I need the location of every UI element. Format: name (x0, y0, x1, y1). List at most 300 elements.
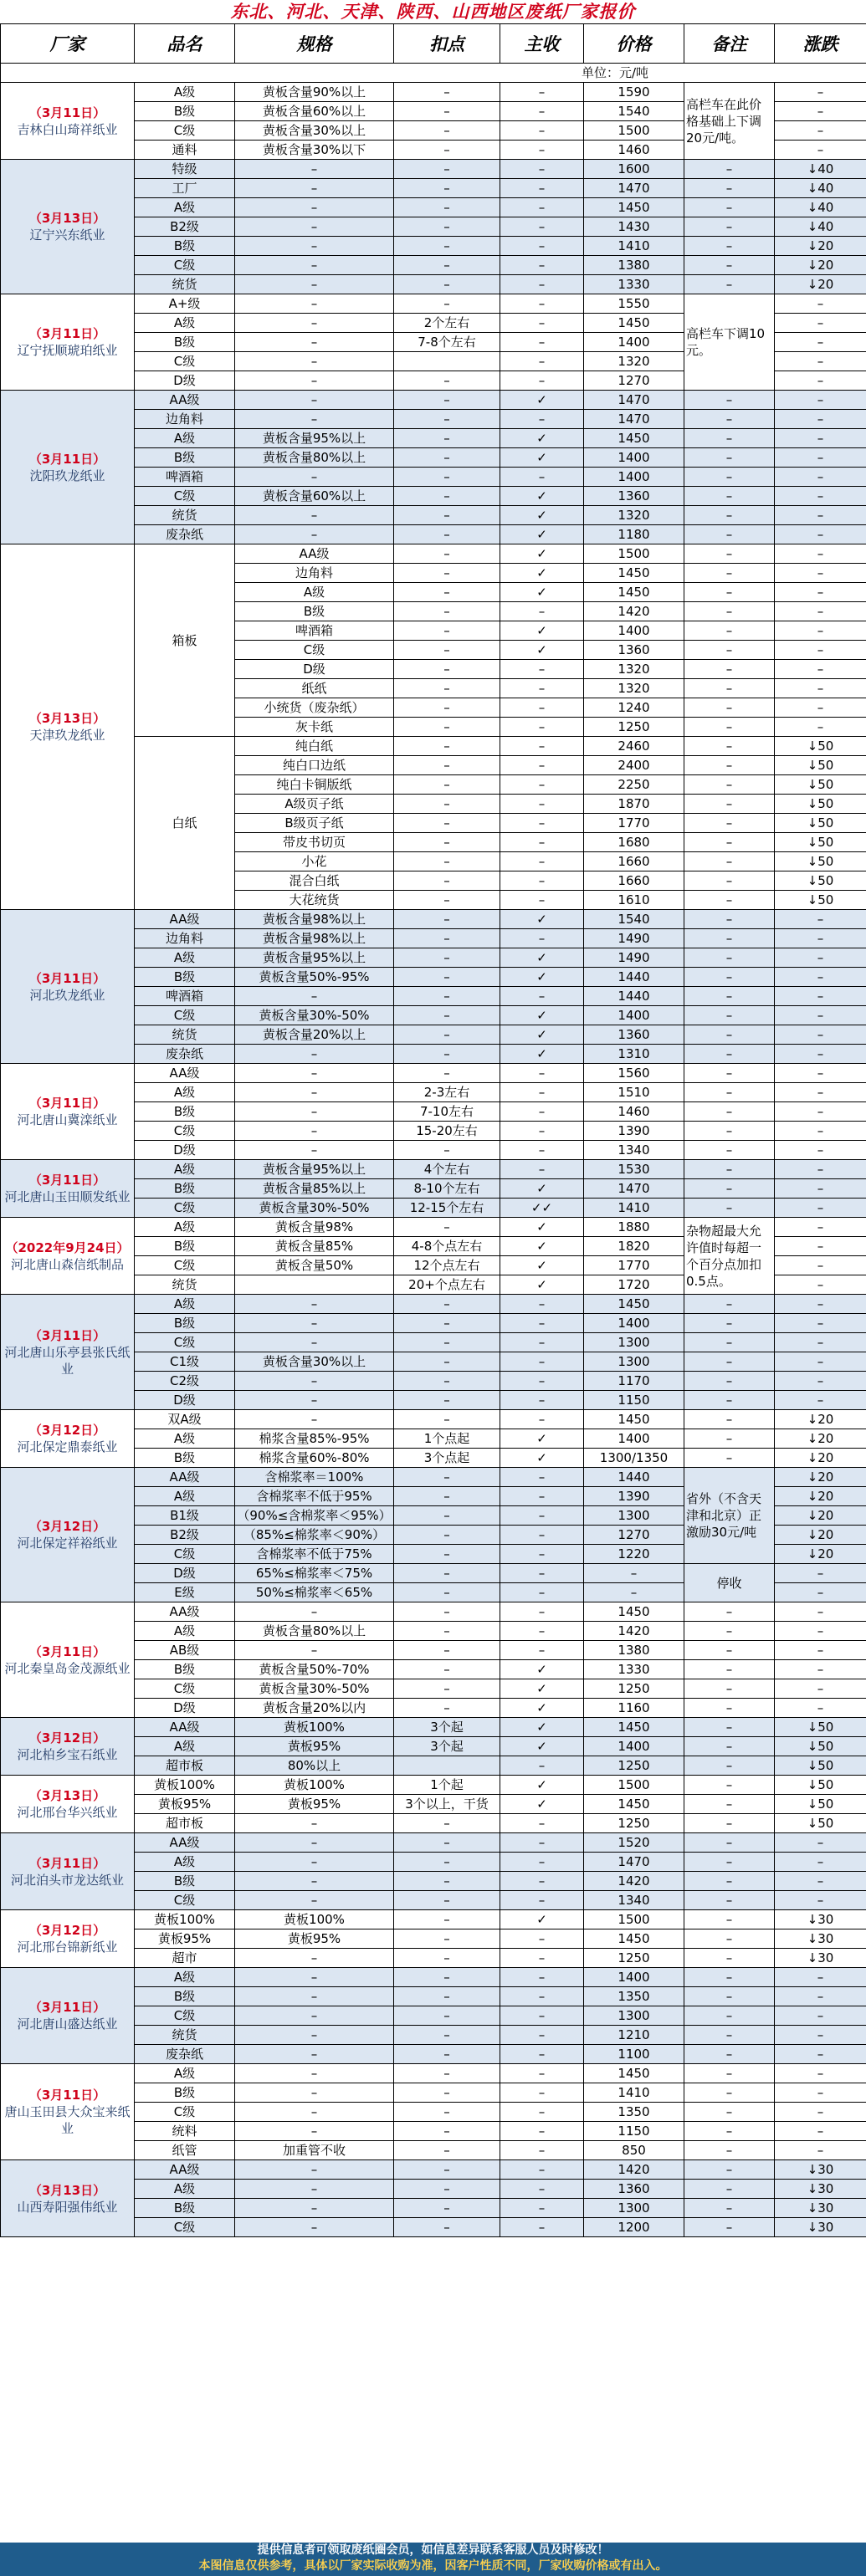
spec-cell: 黄板含量30%以上 (235, 1352, 394, 1372)
deduct-cell: – (394, 2160, 500, 2180)
change-cell: – (775, 2026, 866, 2045)
deduct-cell: – (394, 891, 500, 910)
deduct-cell: – (394, 179, 500, 198)
deduct-cell: 2个左右 (394, 314, 500, 333)
main-cell: – (500, 1641, 584, 1660)
deduct-cell: – (394, 833, 500, 852)
spec-cell: – (235, 2218, 394, 2237)
change-cell: ↓40 (775, 179, 866, 198)
note-cell: – (684, 987, 775, 1006)
deduct-cell: – (394, 641, 500, 660)
product-cell: 工厂 (135, 179, 235, 198)
deduct-cell: – (394, 795, 500, 814)
change-cell: – (775, 1968, 866, 1987)
spec-cell: 黄板含量50%-95% (235, 968, 394, 987)
factory-date: （3月11日） (28, 1327, 106, 1343)
deduct-cell: – (394, 621, 500, 641)
change-cell: ↓30 (775, 2199, 866, 2218)
spec-cell: 纯白卡铜版纸 (235, 775, 394, 795)
change-cell: – (775, 506, 866, 525)
deduct-cell: – (394, 1372, 500, 1391)
price-cell: 1450 (584, 1602, 684, 1622)
main-cell: ✓ (500, 1737, 584, 1756)
price-cell: 1540 (584, 102, 684, 121)
note-cell: – (684, 1141, 775, 1160)
change-cell: – (775, 2122, 866, 2141)
price-cell: 1470 (584, 410, 684, 429)
product-cell: C级 (135, 1333, 235, 1352)
change-cell: – (775, 2045, 866, 2064)
price-cell: 850 (584, 2141, 684, 2160)
deduct-cell: – (394, 1410, 500, 1429)
deduct-cell: – (394, 910, 500, 929)
spec-cell: （90%≤含棉浆率＜95%） (235, 1506, 394, 1526)
note-cell: – (684, 2103, 775, 2122)
deduct-cell: 3个点起 (394, 1449, 500, 1468)
product-cell: AA级 (135, 1064, 235, 1083)
note-cell: – (684, 2006, 775, 2026)
product-cell: A级 (135, 948, 235, 968)
note-cell: – (684, 1737, 775, 1756)
price-cell: 1420 (584, 1872, 684, 1891)
spec-cell: 加重管不收 (235, 2141, 394, 2160)
deduct-cell: – (394, 871, 500, 891)
product-cell: 统货 (135, 1025, 235, 1045)
main-cell: ✓ (500, 1449, 584, 1468)
factory-cell (1, 391, 135, 544)
main-cell: ✓ (500, 506, 584, 525)
price-cell: 1500 (584, 1776, 684, 1795)
factory-date: （3月11日） (28, 1096, 106, 1111)
main-cell: – (500, 1526, 584, 1545)
product-cell: C级 (135, 1679, 235, 1699)
header-change: 涨跌 (775, 24, 866, 64)
spec-cell: – (235, 468, 394, 487)
spec-cell: 黄板含量20%以上 (235, 1025, 394, 1045)
change-cell: ↓20 (775, 1449, 866, 1468)
product-cell: A级 (135, 83, 235, 102)
factory-date: （3月11日） (28, 451, 106, 467)
main-cell: – (500, 1929, 584, 1949)
note-cell: – (684, 1929, 775, 1949)
spec-cell: 纯白口边纸 (235, 756, 394, 775)
main-cell: – (500, 1352, 584, 1372)
change-cell: ↓30 (775, 2160, 866, 2180)
price-cell: 1870 (584, 795, 684, 814)
note-cell: – (684, 1391, 775, 1410)
note-cell: – (684, 410, 775, 429)
note-cell: – (684, 2064, 775, 2083)
note-cell: – (684, 775, 775, 795)
price-cell: 1720 (584, 1275, 684, 1295)
change-cell: – (775, 1833, 866, 1853)
price-cell: 1490 (584, 929, 684, 948)
price-cell: 1250 (584, 1949, 684, 1968)
price-cell: 1390 (584, 1122, 684, 1141)
factory-name: 河北唐山乐亭县张氏纸业 (4, 1344, 131, 1377)
factory-cell (1, 1468, 135, 1602)
category-cell: 箱板 (135, 544, 235, 737)
price-cell: 2250 (584, 775, 684, 795)
note-cell: – (684, 1333, 775, 1352)
product-cell: AA级 (135, 1718, 235, 1737)
spec-cell: 黄板含量95%以上 (235, 1160, 394, 1179)
deduct-cell: – (394, 1699, 500, 1718)
spec-cell: 灰卡纸 (235, 718, 394, 737)
table-row (1, 83, 866, 102)
main-cell: – (500, 468, 584, 487)
note-cell: – (684, 871, 775, 891)
spec-cell: 黄板含量50%-70% (235, 1660, 394, 1679)
change-cell: ↓20 (775, 1487, 866, 1506)
header-product: 品名 (135, 24, 235, 64)
deduct-cell: – (394, 1333, 500, 1352)
note-cell: 高栏车下调10元。 (684, 294, 775, 391)
spec-cell: – (235, 179, 394, 198)
change-cell: – (775, 1564, 866, 1583)
product-cell: 通料 (135, 141, 235, 160)
price-cell: 1430 (584, 217, 684, 237)
deduct-cell: – (394, 968, 500, 987)
deduct-cell: – (394, 544, 500, 564)
change-cell: – (775, 1891, 866, 1910)
price-cell: 1450 (584, 583, 684, 602)
note-cell: – (684, 1006, 775, 1025)
main-cell: – (500, 2103, 584, 2122)
factory-name: 河北邢台华兴纸业 (17, 1805, 118, 1820)
note-cell: – (684, 1025, 775, 1045)
product-cell: 啤酒箱 (135, 987, 235, 1006)
spec-cell: – (235, 256, 394, 275)
spec-cell: 黄板含量85% (235, 1237, 394, 1256)
main-cell: – (500, 1314, 584, 1333)
spec-cell: 黄板含量30%-50% (235, 1679, 394, 1699)
product-cell: C级 (135, 2103, 235, 2122)
spec-cell: – (235, 1833, 394, 1853)
deduct-cell: – (394, 2064, 500, 2083)
spec-cell: 纯白纸 (235, 737, 394, 756)
spec-cell: 黄板100% (235, 1718, 394, 1737)
product-cell: D级 (135, 1699, 235, 1718)
factory-cell (1, 910, 135, 1064)
product-cell: A级 (135, 1622, 235, 1641)
change-cell: – (775, 1699, 866, 1718)
factory-name: 吉林白山琦祥纸业 (17, 121, 118, 137)
main-cell: – (500, 1891, 584, 1910)
change-cell: – (775, 602, 866, 621)
factory-name: 河北唐山盛达纸业 (17, 2016, 118, 2032)
price-cell: 1400 (584, 1737, 684, 1756)
product-cell: AA级 (135, 1833, 235, 1853)
price-cell: 1410 (584, 237, 684, 256)
deduct-cell: – (394, 1045, 500, 1064)
spec-cell: （85%≤棉浆率＜90%） (235, 1526, 394, 1545)
note-cell: – (684, 698, 775, 718)
table-row (1, 1468, 866, 1487)
price-cell: – (584, 1583, 684, 1602)
product-cell: 统货 (135, 275, 235, 294)
main-cell: – (500, 891, 584, 910)
product-cell: D级 (135, 371, 235, 391)
note-cell: – (684, 2045, 775, 2064)
product-cell: 纸管 (135, 2141, 235, 2160)
change-cell: ↓20 (775, 1545, 866, 1564)
price-cell: 2400 (584, 756, 684, 775)
main-cell: – (500, 275, 584, 294)
change-cell: – (775, 1275, 866, 1295)
factory-cell (1, 294, 135, 391)
deduct-cell: 7-10左右 (394, 1102, 500, 1122)
price-cell: 1380 (584, 256, 684, 275)
spec-cell: – (235, 1064, 394, 1083)
factory-date: （3月11日） (28, 1173, 106, 1188)
factory-name: 沈阳玖龙纸业 (29, 468, 105, 483)
factory-date: （3月13日） (28, 2182, 106, 2198)
spec-cell: – (235, 1891, 394, 1910)
product-cell: A级 (135, 1853, 235, 1872)
change-cell: – (775, 1295, 866, 1314)
product-cell: B2级 (135, 1526, 235, 1545)
product-cell: 统货 (135, 2026, 235, 2045)
price-cell: 1150 (584, 1391, 684, 1410)
spec-cell: – (235, 506, 394, 525)
spec-cell: B级 (235, 602, 394, 621)
product-cell: B级 (135, 2199, 235, 2218)
change-cell: ↓30 (775, 1929, 866, 1949)
spec-cell: A级页子纸 (235, 795, 394, 814)
main-cell: – (500, 217, 584, 237)
table-row (1, 1218, 866, 1237)
note-cell: – (684, 2122, 775, 2141)
spec-cell: – (235, 1045, 394, 1064)
factory-cell (1, 1968, 135, 2064)
deduct-cell: – (394, 929, 500, 948)
change-cell: – (775, 1122, 866, 1141)
product-cell: 超市板 (135, 1756, 235, 1776)
deduct-cell: – (394, 1910, 500, 1929)
note-cell: – (684, 256, 775, 275)
deduct-cell: – (394, 1295, 500, 1314)
spec-cell: 80%以上 (235, 1756, 394, 1776)
change-cell: ↓20 (775, 275, 866, 294)
change-cell: – (775, 583, 866, 602)
factory-date: （3月11日） (28, 2088, 106, 2103)
main-cell: – (500, 1622, 584, 1641)
price-cell: 1420 (584, 602, 684, 621)
main-cell: – (500, 929, 584, 948)
price-cell: 1500 (584, 544, 684, 564)
product-cell: 双A级 (135, 1410, 235, 1429)
spec-cell: – (235, 160, 394, 179)
factory-date: （3月11日） (28, 970, 106, 986)
factory-cell (1, 1910, 135, 1968)
price-cell: 1250 (584, 1756, 684, 1776)
note-cell: – (684, 2083, 775, 2103)
spec-cell: 黄板含量30%-50% (235, 1006, 394, 1025)
deduct-cell: 1个起 (394, 1776, 500, 1795)
main-cell: – (500, 121, 584, 141)
factory-date: （3月12日） (28, 1730, 106, 1745)
change-cell: ↓50 (775, 814, 866, 833)
change-cell: – (775, 1141, 866, 1160)
note-cell: – (684, 621, 775, 641)
factory-name: 河北唐山玉田顺发纸业 (4, 1189, 131, 1204)
change-cell: ↓50 (775, 795, 866, 814)
main-cell: ✓ (500, 1679, 584, 1699)
change-cell: – (775, 352, 866, 371)
price-cell: 1380 (584, 1641, 684, 1660)
deduct-cell: – (394, 1814, 500, 1833)
change-cell: – (775, 718, 866, 737)
deduct-cell: 12-15个左右 (394, 1199, 500, 1218)
deduct-cell: – (394, 718, 500, 737)
spec-cell: 纸纸 (235, 679, 394, 698)
factory-cell (1, 1776, 135, 1833)
spec-cell: 大花统货 (235, 891, 394, 910)
price-cell: 1300 (584, 2199, 684, 2218)
price-cell: 1450 (584, 1795, 684, 1814)
deduct-cell: – (394, 1468, 500, 1487)
factory-date: （3月12日） (28, 1519, 106, 1534)
price-table (0, 23, 866, 2237)
price-cell: 1340 (584, 1141, 684, 1160)
main-cell: – (500, 775, 584, 795)
factory-date: （3月13日） (28, 211, 106, 226)
deduct-cell: – (394, 775, 500, 795)
deduct-cell: – (394, 583, 500, 602)
price-cell: 1270 (584, 1526, 684, 1545)
deduct-cell: – (394, 1833, 500, 1853)
price-cell: 1180 (584, 525, 684, 544)
deduct-cell: – (394, 1025, 500, 1045)
deduct-cell: – (394, 198, 500, 217)
unit-label: 单位：元/吨 (1, 64, 866, 83)
change-cell: – (775, 294, 866, 314)
price-cell: 1820 (584, 1237, 684, 1256)
price-cell: 1270 (584, 371, 684, 391)
factory-name: 辽宁兴东纸业 (29, 227, 105, 243)
change-cell: – (775, 1872, 866, 1891)
price-cell: 1470 (584, 1179, 684, 1199)
deduct-cell: – (394, 1660, 500, 1679)
main-cell: – (500, 737, 584, 756)
spec-cell: – (235, 2122, 394, 2141)
spec-cell: – (235, 2199, 394, 2218)
main-cell: – (500, 256, 584, 275)
price-cell: 1470 (584, 179, 684, 198)
spec-cell: – (235, 1083, 394, 1102)
price-cell: 1560 (584, 1064, 684, 1083)
product-cell: 废杂纸 (135, 2045, 235, 2064)
change-cell: – (775, 1602, 866, 1622)
note-cell: – (684, 1756, 775, 1776)
product-cell: 黄板100% (135, 1776, 235, 1795)
main-cell: ✓ (500, 968, 584, 987)
deduct-cell: – (394, 1949, 500, 1968)
change-cell: ↓50 (775, 1795, 866, 1814)
product-cell: B级 (135, 1987, 235, 2006)
table-row (1, 1910, 866, 1929)
price-cell: 1320 (584, 679, 684, 698)
change-cell: ↓50 (775, 775, 866, 795)
spec-cell: 黄板95% (235, 1737, 394, 1756)
change-cell: ↓50 (775, 1756, 866, 1776)
main-cell: – (500, 795, 584, 814)
factory-name: 天津玖龙纸业 (29, 728, 105, 743)
price-cell: 1300 (584, 1352, 684, 1372)
note-cell: – (684, 429, 775, 448)
change-cell: – (775, 660, 866, 679)
price-cell: 1300 (584, 2006, 684, 2026)
product-cell: 边角料 (135, 410, 235, 429)
change-cell: – (775, 525, 866, 544)
deduct-cell: – (394, 121, 500, 141)
note-cell: – (684, 1045, 775, 1064)
note-cell: – (684, 602, 775, 621)
price-cell: 1520 (584, 1833, 684, 1853)
product-cell: C级 (135, 1122, 235, 1141)
product-cell: C级 (135, 121, 235, 141)
note-cell: – (684, 2180, 775, 2199)
price-cell: 1300/1350 (584, 1449, 684, 1468)
main-cell: ✓ (500, 391, 584, 410)
note-cell: – (684, 1776, 775, 1795)
price-cell: 1400 (584, 1429, 684, 1449)
note-cell: – (684, 929, 775, 948)
deduct-cell: – (394, 1564, 500, 1583)
note-cell: – (684, 1660, 775, 1679)
factory-date: （3月13日） (28, 1788, 106, 1803)
spec-cell: – (235, 198, 394, 217)
deduct-cell: – (394, 2141, 500, 2160)
change-cell: – (775, 83, 866, 102)
spec-cell: 黄板含量95%以上 (235, 429, 394, 448)
main-cell: – (500, 1545, 584, 1564)
deduct-cell: – (394, 679, 500, 698)
price-cell: 1470 (584, 391, 684, 410)
note-cell: – (684, 1910, 775, 1929)
deduct-cell: – (394, 2026, 500, 2045)
footer-line-1: 提供信息者可领取废纸圈会员，如信息差异联系客服人员及时修改！ (257, 2543, 609, 2557)
main-cell: ✓ (500, 429, 584, 448)
spec-cell: – (235, 1602, 394, 1622)
note-cell: – (684, 948, 775, 968)
product-cell: C级 (135, 352, 235, 371)
unit-row (1, 64, 866, 83)
change-cell: ↓30 (775, 2180, 866, 2199)
spec-cell: 黄板含量60%以上 (235, 487, 394, 506)
change-cell: ↓50 (775, 1776, 866, 1795)
change-cell: – (775, 1045, 866, 1064)
note-cell: 停收 (684, 1564, 775, 1602)
spec-cell: 黄板含量20%以内 (235, 1699, 394, 1718)
note-cell: – (684, 718, 775, 737)
note-cell: – (684, 2141, 775, 2160)
change-cell: ↓20 (775, 1429, 866, 1449)
note-cell: – (684, 1429, 775, 1449)
main-cell: – (500, 2218, 584, 2237)
change-cell: – (775, 1199, 866, 1218)
change-cell: – (775, 679, 866, 698)
note-cell: – (684, 641, 775, 660)
spec-cell: B级页子纸 (235, 814, 394, 833)
change-cell: – (775, 1179, 866, 1199)
note-cell: – (684, 833, 775, 852)
deduct-cell (394, 352, 500, 371)
factory-cell (1, 1410, 135, 1468)
price-cell: 1460 (584, 1102, 684, 1122)
price-cell: 1360 (584, 2180, 684, 2199)
